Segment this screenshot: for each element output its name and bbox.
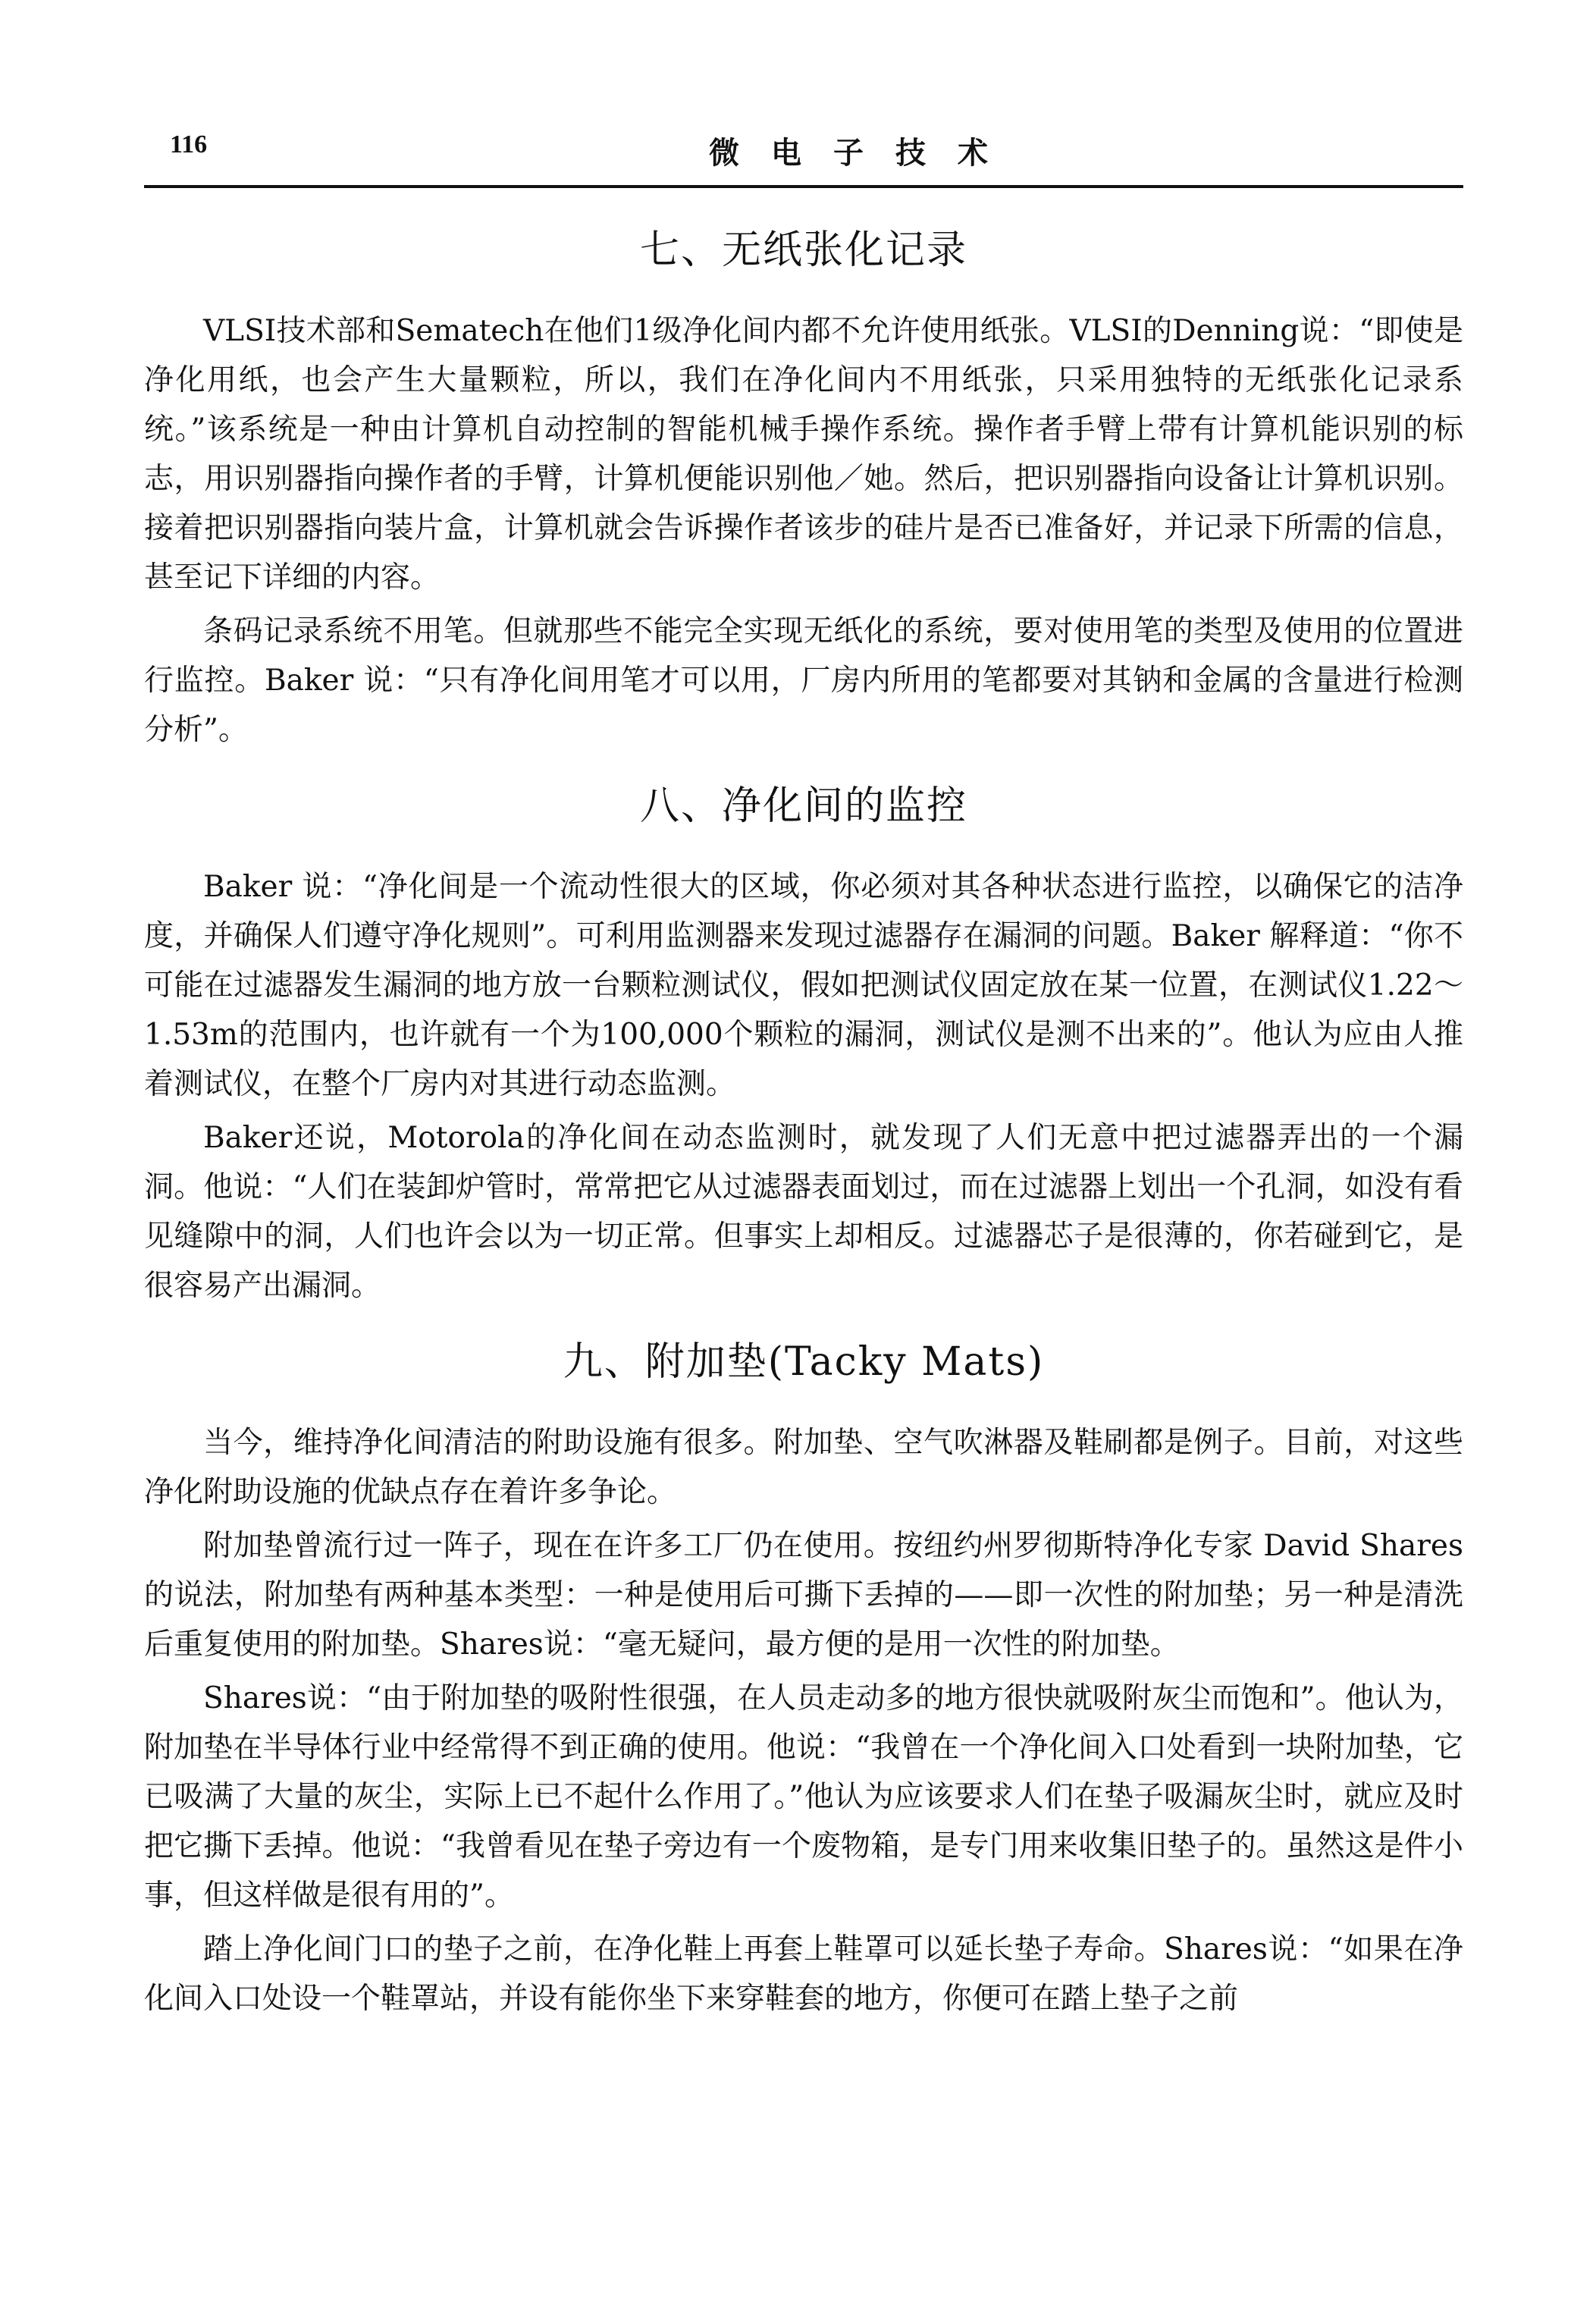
paragraph: 当今，维持净化间清洁的附助设施有很多。附加垫、空气吹淋器及鞋刷都是例子。目前，对这些净化附助设施的优缺点存在着许多争论。 [144, 1426, 1463, 1509]
article-body [144, 220, 1463, 2028]
paragraph: Baker 说：“净化间是一个流动性很大的区域，你必须对其各种状态进行监控，以确保它的洁净度，并确保人们遵守净化规则”。可利用监测器来发现过滤器存在漏洞的问题。Baker 解释道：“你不可能在过滤器发生漏洞的地方放一台颗粒测试仪，假如把测试仪固定放在某一位置，在测试仪1.22～1.53m的范围内，也许就有一个为100,000个颗粒的漏洞，测试仪是测不出来的”。他认为应由人推着测试仪，在整个厂房内对其进行动态监测。 [144, 870, 1463, 1101]
section-title: 八、净化间的监控 [639, 783, 967, 829]
page-number: 116 [170, 130, 208, 158]
paragraph: Shares说：“由于附加垫的吸附性很强，在人员走动多的地方很快就吸附灰尘而饱和”。他认为，附加垫在半导体行业中经常得不到正确的使用。他说：“我曾在一个净化间入口处看到一块附加垫，它已吸满了大量的灰尘，实际上已不起什么作用了。”他认为应该要求人们在垫子吸漏灰尘时，就应及时把它撕下丢掉。他说：“我曾看见在垫子旁边有一个废物箱，是专门用来收集旧垫子的。虽然这是件小事，但这样做是很有用的”。 [144, 1681, 1463, 1913]
section-title: 九、附加垫(Tacky Mats) [563, 1339, 1045, 1385]
page-header [144, 129, 1463, 182]
section-paperless-recording [144, 220, 1463, 755]
paragraph: Baker还说，Motorola的净化间在动态监测时，就发现了人们无意中把过滤器弄出的一个漏洞。他说：“人们在装卸炉管时，常常把它从过滤器表面划过，而在过滤器上划出一个孔洞，如没有看见缝隙中的洞，人们也许会以为一切正常。但事实上却相反。过滤器芯子是很薄的，你若碰到它，是很容易产出漏洞。 [144, 1121, 1463, 1303]
paragraph: VLSI技术部和Sematech在他们1级净化间内都不允许使用纸张。VLSI的Denning说：“即使是净化用纸，也会产生大量颗粒，所以，我们在净化间内不用纸张，只采用独特的无纸张化记录系统。”该系统是一种由计算机自动控制的智能机械手操作系统。操作者手臂上带有计算机能识别的标志，用识别器指向操作者的手臂，计算机便能识别他／她。然后，把识别器指向设备让计算机识别。接着把识别器指向装片盒，计算机就会告诉操作者该步的硅片是否已准备好，并记录下所需的信息，甚至记下详细的内容。 [144, 314, 1463, 595]
section-cleanroom-monitoring [144, 776, 1463, 1310]
journal-title: 微电子技术 [709, 135, 1020, 171]
section-title: 七、无纸张化记录 [639, 228, 967, 273]
section-tacky-mats [144, 1332, 1463, 2023]
paragraph: 条码记录系统不用笔。但就那些不能完全实现无纸化的系统，要对使用笔的类型及使用的位置进行监控。Baker 说：“只有净化间用笔才可以用，厂房内所用的笔都要对其钠和金属的含量进行检测分析”。 [144, 614, 1463, 747]
header-rule [144, 185, 1463, 188]
paragraph: 附加垫曾流行过一阵子，现在在许多工厂仍在使用。按纽约州罗彻斯特净化专家 David Shares的说法，附加垫有两种基本类型：一种是使用后可撕下丢掉的——即一次性的附加垫；另一种是清洗后重复使用的附加垫。Shares说：“毫无疑问，最方便的是用一次性的附加垫。 [144, 1529, 1463, 1662]
paragraph: 踏上净化间门口的垫子之前，在净化鞋上再套上鞋罩可以延长垫子寿命。Shares说：“如果在净化间入口处设一个鞋罩站，并设有能你坐下来穿鞋套的地方，你便可在踏上垫子之前 [144, 1932, 1463, 2016]
